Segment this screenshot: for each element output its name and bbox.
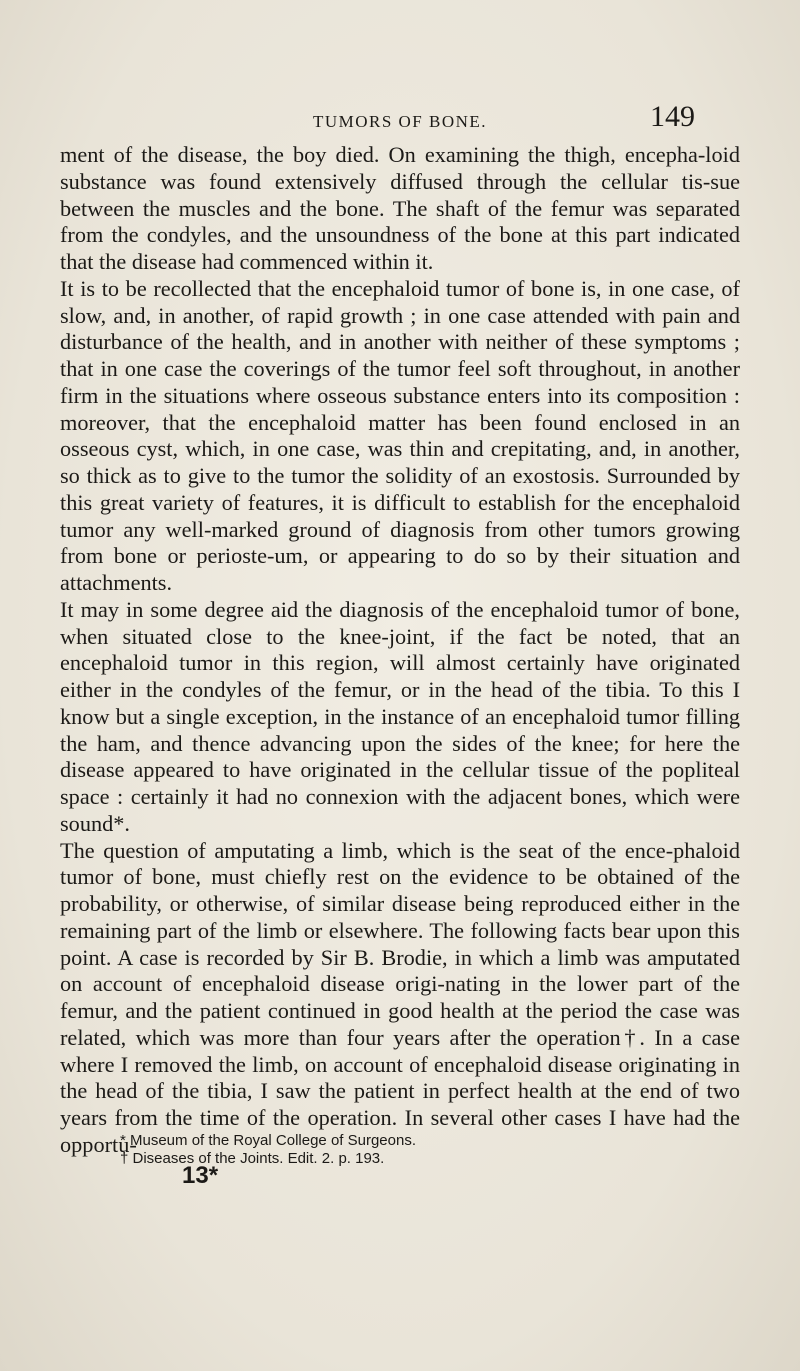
footnotes — [60, 1132, 740, 1168]
paragraph: The question of amputating a limb, which is the seat of the ence-phaloid tumor of bone, must chiefly rest on the evidence to be obtained of the probability, or otherwise, of similar disease being reproduced either in the remaining part of the limb or elsewhere. The following facts bear upon this point. A case is recorded by Sir B. Brodie, in which a limb was amputated on account of encephaloid disease origi-nating in the lower part of the femur, and the patient continued in good health at the period the case was related, which was more than four years after the operation†. In a case where I removed the limb, on account of encephaloid disease originating in the head of the tibia, I saw the patient in perfect health at the end of two years from the time of the operation. In several other cases I have had the opportu- — [60, 837, 740, 1157]
page-number: 149 — [650, 100, 695, 133]
paragraph: ment of the disease, the boy died. On examining the thigh, encepha-loid substance was found extensively diffused through the cellular tis-sue between the muscles and the bone. The shaft of the femur was separated from the condyles, and the unsoundness of the bone at this part indicated that the disease had commenced within it. — [60, 142, 740, 274]
body-text — [60, 142, 740, 1159]
running-head: TUMORS OF BONE. — [312, 112, 488, 131]
footnote: * Museum of the Royal College of Surgeons. — [120, 1132, 416, 1149]
paragraph: It may in some degree aid the diagnosis of the encephaloid tumor of bone, when situated close to the knee-joint, if the fact be noted, that an encephaloid tumor in this region, will almost certainly have originated either in the condyles of the femur, or in the head of the tibia. To this I know but a single exception, in the instance of an encephaloid tumor filling the ham, and thence advancing upon the sides of the knee; for here the disease appeared to have originated in the cellular tissue of the popliteal space : certainly it had no connexion with the adjacent bones, which were sound*. — [60, 596, 740, 836]
signature-mark: 13* — [182, 1162, 219, 1189]
footnote: † Diseases of the Joints. Edit. 2. p. 193. — [120, 1150, 385, 1167]
paragraph: It is to be recollected that the encephaloid tumor of bone is, in one case, of slow, and, in another, of rapid growth ; in one case attended with pain and disturbance of the health, and in another with neither of these symptoms ; that in one case the coverings of the tumor feel soft throughout, in another firm in the situations where osseous substance enters into its composition : moreover, that the encephaloid matter has been found enclosed in an osseous cyst, which, in one case, was thin and crepitating, and, in another, so thick as to give to the tumor the solidity of an exostosis. Surrounded by this great variety of features, it is difficult to establish for the encephaloid tumor any well-marked ground of diagnosis from other tumors growing from bone or perioste-um, or appearing to do so by their situation and attachments. — [60, 275, 740, 595]
